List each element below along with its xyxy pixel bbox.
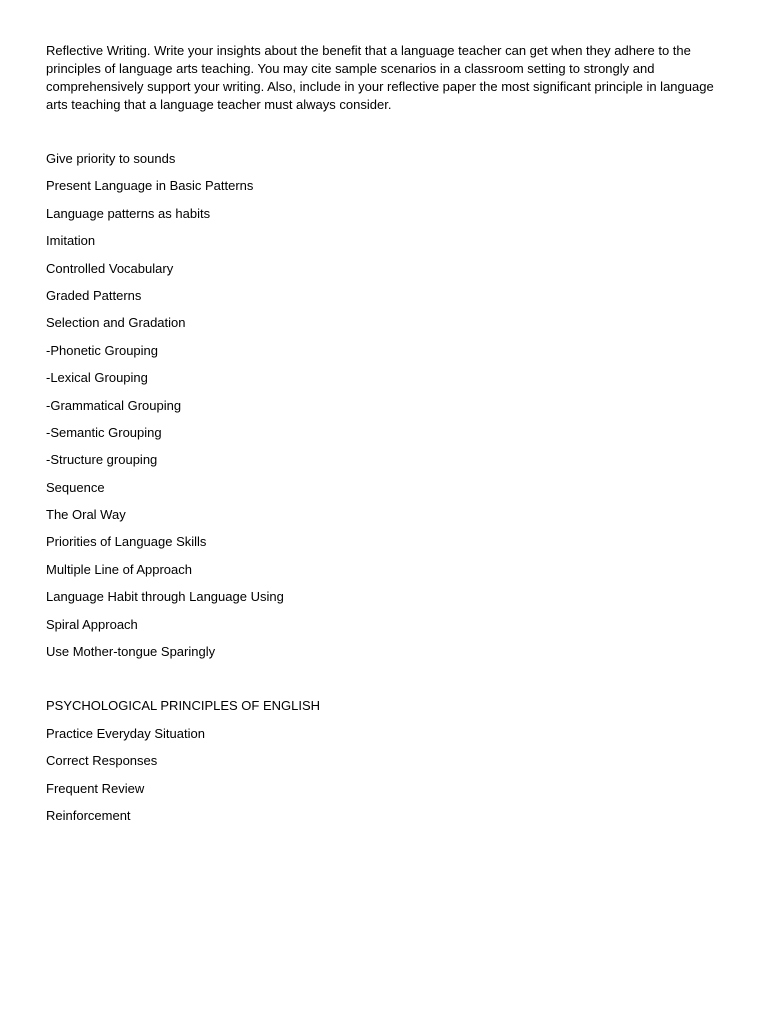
intro-paragraph: Reflective Writing. Write your insights about the benefit that a language teacher can get when they adhere to the principles of language arts teaching. You may cite sample scenarios in a classroom setting to strongly and comprehensively support your writing. Also, include in your reflective paper the most significant principle in language arts teaching that a language teacher must always consider. bbox=[46, 43, 714, 112]
list-item: -Lexical Grouping bbox=[46, 370, 148, 386]
list-item: Reinforcement bbox=[46, 807, 131, 823]
principles-list bbox=[46, 150, 716, 670]
list-item: Language Habit through Language Using bbox=[46, 589, 284, 605]
psychological-principles-heading: PSYCHOLOGICAL PRINCIPLES OF ENGLISH bbox=[46, 698, 321, 714]
list-item: -Structure grouping bbox=[46, 452, 158, 468]
list-item: Present Language in Basic Patterns bbox=[46, 178, 254, 194]
list-item: Selection and Gradation bbox=[46, 315, 186, 331]
list-item: Multiple Line of Approach bbox=[46, 561, 192, 577]
list-item: Sequence bbox=[46, 479, 105, 495]
list-item: Give priority to sounds bbox=[46, 151, 176, 166]
list-item: -Grammatical Grouping bbox=[46, 397, 182, 413]
list-item: Correct Responses bbox=[46, 753, 158, 769]
list-item: Practice Everyday Situation bbox=[46, 725, 205, 741]
list-item: Use Mother-tongue Sparingly bbox=[46, 644, 216, 660]
list-item: Imitation bbox=[46, 233, 96, 249]
document-page bbox=[46, 42, 716, 834]
list-item: Frequent Review bbox=[46, 780, 145, 796]
list-item: Controlled Vocabulary bbox=[46, 260, 174, 276]
list-item: Graded Patterns bbox=[46, 287, 142, 303]
list-item: -Phonetic Grouping bbox=[46, 342, 159, 358]
psychological-principles-list bbox=[46, 725, 716, 835]
list-item: -Semantic Grouping bbox=[46, 424, 162, 440]
list-item: Priorities of Language Skills bbox=[46, 534, 207, 550]
list-item: Language patterns as habits bbox=[46, 205, 211, 221]
list-item: The Oral Way bbox=[46, 507, 126, 523]
list-item: Spiral Approach bbox=[46, 616, 138, 632]
